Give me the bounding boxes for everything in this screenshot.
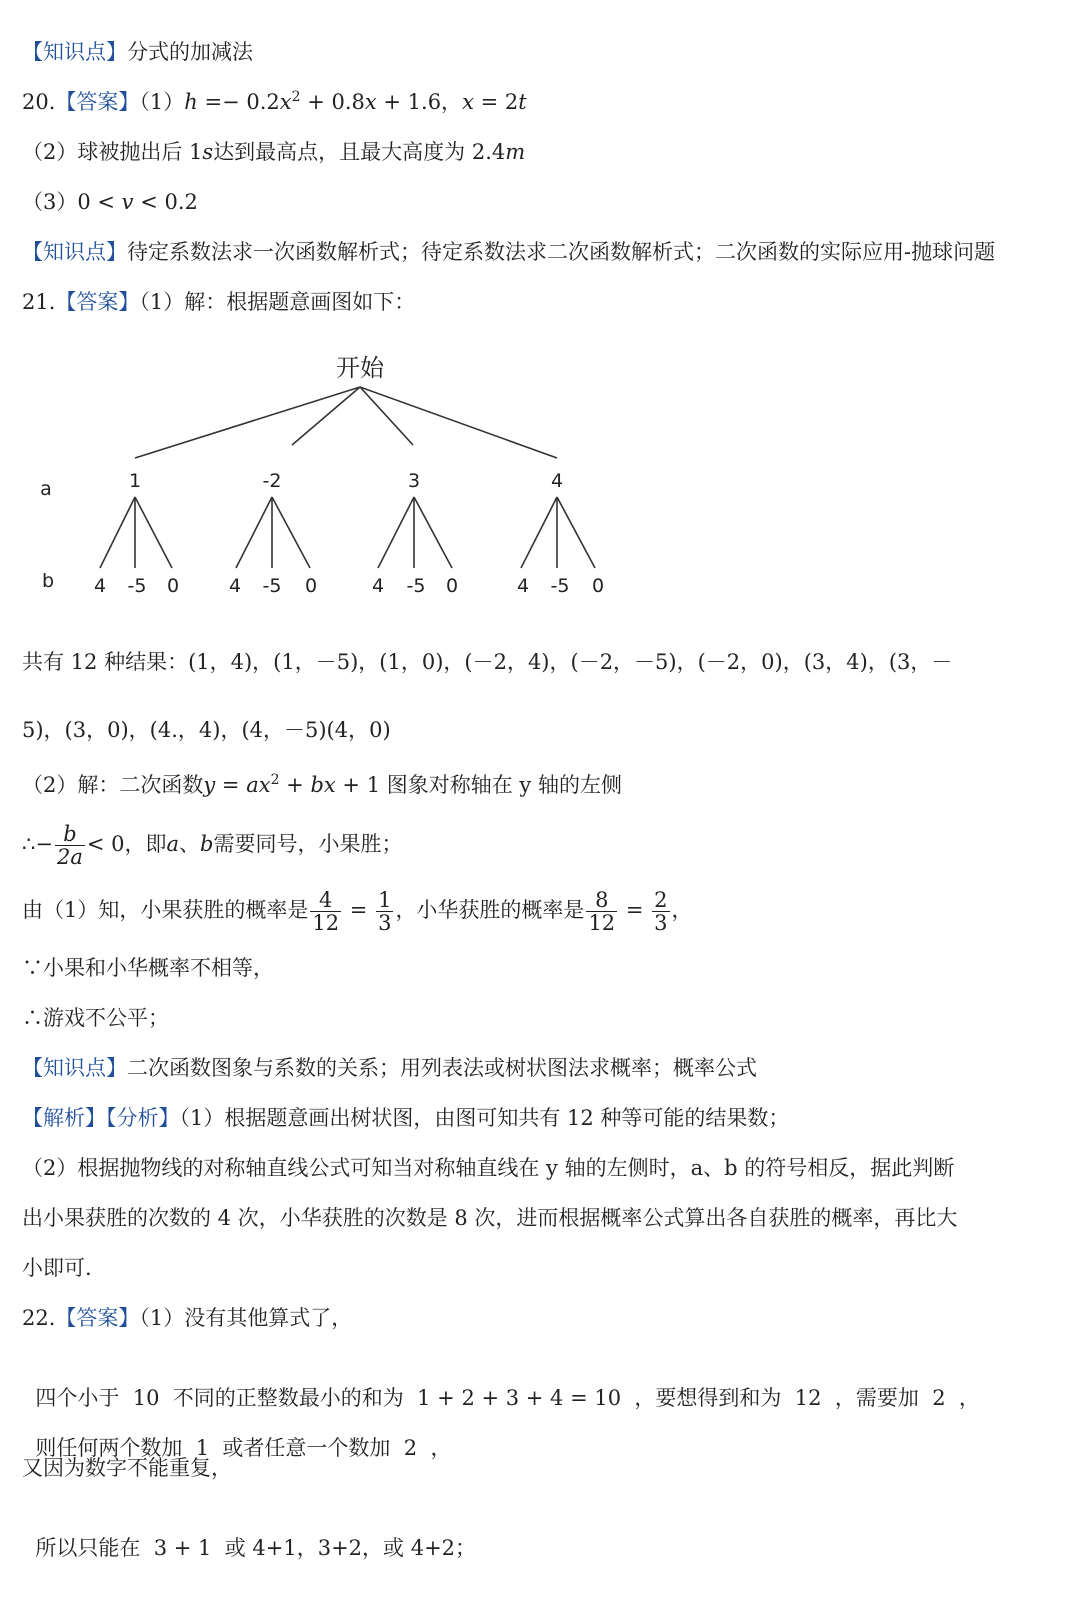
text: （1）没有其他算式了， bbox=[139, 1306, 353, 1330]
question-number: 20. bbox=[22, 90, 56, 114]
math-exponent: 2 bbox=[291, 89, 301, 105]
numerator: 1 bbox=[378, 888, 392, 912]
text: < 0.2 bbox=[133, 190, 198, 214]
text: < 0，即 bbox=[86, 832, 167, 856]
tree-diagram bbox=[0, 340, 700, 610]
text: （1）解：根据题意画图如下： bbox=[139, 290, 416, 314]
question-number: 21. bbox=[22, 290, 56, 314]
math-var: a bbox=[166, 832, 180, 856]
q20-answer-line-3 bbox=[22, 187, 198, 217]
kp-text: 待定系数法求一次函数解析式；待定系数法求二次函数解析式；二次函数的实际应用-抛球问题 bbox=[127, 240, 996, 264]
text: ， bbox=[671, 898, 693, 922]
b-node: 4 bbox=[371, 575, 385, 597]
fraction bbox=[376, 889, 393, 934]
denominator: 2a bbox=[56, 845, 83, 869]
knowledge-tag: 【知识点】 bbox=[22, 40, 127, 64]
math-var: h bbox=[184, 90, 198, 114]
q22-answer-line-1 bbox=[22, 1303, 352, 1333]
q21-conclusion-line bbox=[22, 1003, 169, 1033]
math-var: s bbox=[202, 140, 214, 164]
b-node: 0 bbox=[445, 575, 459, 597]
numerator: b bbox=[55, 823, 85, 846]
q21-part2-line bbox=[22, 770, 622, 800]
math-text: =− 0.2 bbox=[197, 90, 280, 114]
kp-line-19 bbox=[22, 37, 253, 67]
text: （2）解：二次函数 bbox=[22, 773, 204, 797]
text: 、 bbox=[179, 832, 201, 856]
denominator: 3 bbox=[654, 911, 668, 935]
denominator: 3 bbox=[378, 911, 392, 935]
b-node: 0 bbox=[591, 575, 605, 597]
math-var: v bbox=[121, 190, 134, 214]
fraction bbox=[586, 889, 617, 934]
branch-line bbox=[521, 497, 557, 568]
math-var: m bbox=[505, 140, 526, 164]
branch-line bbox=[360, 387, 557, 458]
b-node: 4 bbox=[228, 575, 242, 597]
kp-text: 分式的加减法 bbox=[127, 40, 253, 64]
branch-line bbox=[557, 497, 595, 568]
b-node: 0 bbox=[304, 575, 318, 597]
text: + 1 图象对称轴在 y 轴的左侧 bbox=[335, 773, 622, 797]
math-text: = 2 bbox=[473, 90, 519, 114]
q21-analysis-line-2 bbox=[22, 1153, 954, 1183]
text: 所以只能在 3 + 1 或 4+1，3+2，或 4+2； bbox=[35, 1536, 477, 1560]
text: 由（1）知，小果获胜的概率是 bbox=[22, 898, 309, 922]
q20-answer-line-1 bbox=[22, 87, 527, 117]
branch-line bbox=[272, 497, 310, 568]
math-text: + bbox=[279, 773, 311, 797]
part-label: （1） bbox=[139, 90, 185, 114]
answer-tag: 【答案】 bbox=[55, 290, 140, 314]
fraction bbox=[55, 823, 85, 868]
branch-line bbox=[360, 387, 413, 445]
analysis-tag: 【解析】 bbox=[22, 1106, 106, 1130]
math-text: + 1.6， bbox=[376, 90, 463, 114]
numerator: 8 bbox=[586, 889, 617, 912]
q21-analysis-line-4 bbox=[22, 1253, 92, 1283]
tree-root-label: 开始 bbox=[336, 354, 384, 382]
branch-line bbox=[378, 497, 414, 568]
math-var: bx bbox=[310, 773, 336, 797]
text: ∴游戏不公平； bbox=[22, 1006, 169, 1030]
a-node: 4 bbox=[550, 470, 564, 492]
a-node: -2 bbox=[262, 470, 282, 492]
tree-sub-branches bbox=[100, 497, 595, 568]
a-node: 3 bbox=[407, 470, 421, 492]
numerator: 4 bbox=[310, 889, 341, 912]
math-text: = bbox=[215, 773, 247, 797]
b-node: -5 bbox=[127, 575, 147, 597]
q20-kp-line bbox=[22, 237, 995, 267]
b-node: -5 bbox=[550, 575, 570, 597]
kp-text: 二次函数图象与系数的关系；用列表法或树状图法求概率；概率公式 bbox=[127, 1056, 757, 1080]
denominator: 12 bbox=[312, 911, 340, 935]
answer-tag: 【答案】 bbox=[55, 1306, 140, 1330]
fenxi-tag: 【分析】 bbox=[106, 1106, 180, 1130]
row-label-a: a bbox=[40, 478, 52, 500]
text: 需要同号，小果胜； bbox=[213, 832, 403, 856]
b-node: -5 bbox=[262, 575, 282, 597]
text: 又因为数字不能重复， bbox=[22, 1456, 232, 1480]
b-node: 0 bbox=[166, 575, 180, 597]
b-node: 4 bbox=[93, 575, 107, 597]
text: 出小果获胜的次数的 4 次，小华获胜的次数是 8 次，进而根据概率公式算出各自获胜的概率，再比大 bbox=[22, 1206, 958, 1230]
fraction bbox=[310, 889, 341, 934]
branch-line bbox=[135, 497, 172, 568]
q21-analysis-line-3 bbox=[22, 1203, 957, 1233]
question-number: 22. bbox=[22, 1306, 56, 1330]
q21-probability-line: 由（1）知，小果获胜的概率是 $\frac{4}{12}$ = $\frac{1}{3}$ ，小华获胜的概率是 $\frac{8}{12}$ = $\frac{2}{3}$ ， bbox=[22, 888, 693, 935]
text: ，小华获胜的概率是 bbox=[395, 898, 585, 922]
q22-line-4 bbox=[22, 1453, 232, 1483]
math-var: y bbox=[203, 773, 216, 797]
text: （1）根据题意画出树状图，由图可知共有 12 种等可能的结果数； bbox=[179, 1106, 790, 1130]
knowledge-tag: 【知识点】 bbox=[22, 240, 127, 264]
math-exponent: 2 bbox=[270, 772, 280, 788]
branch-line bbox=[100, 497, 135, 568]
math-var: x bbox=[279, 90, 292, 114]
math-text: ∴− bbox=[22, 832, 53, 856]
branch-line bbox=[135, 387, 360, 458]
branch-line bbox=[414, 497, 452, 568]
text: （3）0 < bbox=[22, 190, 122, 214]
q22-line-5 bbox=[22, 1503, 476, 1563]
answer-tag: 【答案】 bbox=[55, 90, 140, 114]
text: （2）球被抛出后 1 bbox=[22, 140, 203, 164]
row-label-b: b bbox=[41, 570, 55, 592]
tree-top-branches bbox=[135, 387, 557, 458]
math-var: x bbox=[364, 90, 377, 114]
text: 四个小于 10 不同的正整数最小的和为 1 + 2 + 3 + 4 = 10 ，要想得到和为 12 ，需要加 2 ， bbox=[35, 1386, 980, 1410]
numerator: 2 bbox=[654, 888, 668, 912]
text: 5)，(3，0)，(4.，4)，(4，－5)(4，0) bbox=[22, 718, 391, 742]
fraction bbox=[652, 889, 669, 934]
q21-analysis-line-1 bbox=[22, 1103, 789, 1133]
b-node: 4 bbox=[516, 575, 530, 597]
math-var: x bbox=[462, 90, 474, 114]
text: 达到最高点，且最大高度为 2.4 bbox=[213, 140, 506, 164]
math-var: b bbox=[200, 832, 214, 856]
denominator: 12 bbox=[588, 911, 616, 935]
branch-line bbox=[292, 387, 360, 445]
q20-answer-line-2 bbox=[22, 137, 525, 167]
math-var: ax bbox=[246, 773, 271, 797]
q21-therefore-line bbox=[22, 820, 402, 868]
q21-because-line bbox=[22, 953, 274, 983]
text: 小即可. bbox=[22, 1256, 92, 1280]
q21-answer-line-1 bbox=[22, 287, 415, 317]
text: ∵小果和小华概率不相等， bbox=[22, 956, 274, 980]
a-node: 1 bbox=[128, 470, 142, 492]
text: 共有 12 种结果：(1，4)，(1，－5)，(1，0)，(－2，4)，(－2，－5)，(－2，0)，(3，4)，(3，－ bbox=[22, 650, 953, 674]
math-var: t bbox=[518, 90, 527, 114]
text: （2）根据抛物线的对称轴直线公式可知当对称轴直线在 y 轴的左侧时，a、b 的符号相反，据此判断 bbox=[22, 1156, 955, 1180]
q21-kp-line bbox=[22, 1053, 757, 1083]
math-text: + 0.8 bbox=[300, 90, 365, 114]
b-node: -5 bbox=[406, 575, 426, 597]
branch-line bbox=[236, 497, 272, 568]
results-line-1 bbox=[22, 647, 952, 677]
text: 则任何两个数加 1 或者任意一个数加 2 ， bbox=[35, 1436, 452, 1460]
knowledge-tag: 【知识点】 bbox=[22, 1056, 127, 1080]
results-line-2 bbox=[22, 715, 391, 745]
